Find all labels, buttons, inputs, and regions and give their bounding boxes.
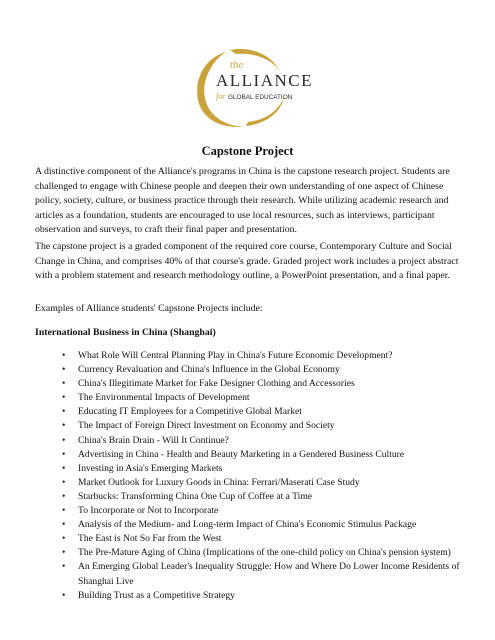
list-item bbox=[62, 546, 472, 560]
list-item-text: Market Outlook for Luxury Goods in China: Ferrari/Maserati Case Study bbox=[78, 476, 360, 488]
logo-alliance: ALLIANCE bbox=[216, 71, 313, 90]
list-item-text: Advertising in China - Health and Beauty Marketing in a Gendered Business Culture bbox=[78, 448, 405, 460]
alliance-logo bbox=[186, 44, 313, 132]
list-item-text: What Role Will Central Planning Play in China's Future Economic Development? bbox=[78, 350, 393, 361]
list-item-text: The Pre-Mature Aging of China (Implications of the one-child policy on China's pension system) bbox=[78, 547, 451, 559]
bullet-icon: • bbox=[62, 476, 66, 488]
bullet-icon: • bbox=[62, 392, 66, 404]
list-item bbox=[62, 363, 472, 377]
list-item-text: Currency Revaluation and China's Influence in the Global Economy bbox=[78, 364, 340, 376]
project-list bbox=[62, 349, 472, 603]
list-item-text: China's Illegitimate Market for Fake Designer Clothing and Accessories bbox=[78, 378, 355, 390]
list-item-text: To Incorporate or Not to Incorporate bbox=[78, 505, 219, 517]
list-item bbox=[62, 391, 472, 405]
list-item bbox=[62, 434, 472, 448]
grading-paragraph: The capstone project is a graded component of the required core course, Contemporary Culture and Social Change in China, and comprises 40% of that course's grade. Graded project work includes a project abstract with a problem statement and research methodology outline, a PowerPoint presentation, and a final paper. bbox=[35, 241, 459, 282]
list-item-text: The East is Not So Far from the West bbox=[78, 533, 222, 545]
list-item-text: Educating IT Employees for a Competitive Global Market bbox=[78, 406, 302, 418]
bullet-icon: • bbox=[62, 448, 66, 460]
bullet-icon: • bbox=[62, 434, 66, 446]
list-item-text: The Environmental Impacts of Development bbox=[78, 392, 250, 404]
intro-paragraph: A distinctive component of the Alliance's programs in China is the capstone research project. Students are challenged to engage with Chinese people and deepen their own understanding of one aspect of Chinese policy, society, culture, or business practice through their research. While utilizing academic research and articles as a foundation, students are encouraged to use local resources, such as interviews, participant observation and surveys, to craft their final paper and presentation. bbox=[35, 166, 450, 236]
bullet-icon: • bbox=[62, 406, 66, 418]
bullet-icon: • bbox=[62, 350, 66, 361]
list-item bbox=[62, 419, 472, 433]
bullet-icon: • bbox=[62, 378, 66, 390]
list-item bbox=[62, 589, 472, 603]
list-item-text: Starbucks: Transforming China One Cup of Coffee at a Time bbox=[78, 490, 313, 502]
list-item bbox=[62, 462, 472, 476]
list-item-text: Analysis of the Medium- and Long-term Impact of China's Economic Stimulus Package bbox=[78, 519, 417, 531]
bullet-icon: • bbox=[62, 505, 66, 517]
bullet-icon: • bbox=[62, 519, 66, 531]
list-item bbox=[62, 405, 472, 419]
page-title: Capstone Project bbox=[201, 144, 294, 158]
list-item bbox=[62, 532, 472, 546]
list-item-text: Investing in Asia's Emerging Markets bbox=[78, 462, 223, 474]
bullet-icon: • bbox=[62, 589, 66, 601]
bullet-icon: • bbox=[62, 364, 66, 376]
bullet-icon: • bbox=[62, 490, 66, 502]
list-item bbox=[62, 490, 472, 504]
alliance-logo-graphic bbox=[186, 44, 313, 132]
list-item-text: Building Trust as a Competitive Strategy bbox=[78, 589, 235, 601]
bullet-icon: • bbox=[62, 561, 66, 573]
list-item bbox=[62, 504, 472, 518]
list-item bbox=[62, 560, 472, 588]
list-item bbox=[62, 518, 472, 532]
list-item bbox=[62, 448, 472, 462]
list-item-text: An Emerging Global Leader's Inequality Struggle: How and Where Do Lower Income Residents of Shanghai Live bbox=[78, 561, 460, 587]
examples-intro: Examples of Alliance students' Capstone Projects include: bbox=[35, 303, 263, 314]
bullet-icon: • bbox=[62, 420, 66, 432]
bullet-icon: • bbox=[62, 462, 66, 474]
bullet-icon: • bbox=[62, 533, 66, 545]
list-item bbox=[62, 349, 472, 363]
logo-for: for bbox=[216, 92, 226, 101]
list-item bbox=[62, 476, 472, 490]
list-item bbox=[62, 377, 472, 391]
bullet-icon: • bbox=[62, 547, 66, 559]
logo-the: the bbox=[230, 59, 244, 71]
logo-global-education: GLOBAL EDUCATION bbox=[228, 94, 293, 101]
list-item-text: The Impact of Foreign Direct Investment on Economy and Society bbox=[78, 420, 335, 432]
section-heading: International Business in China (Shanghai) bbox=[35, 327, 216, 338]
list-item-text: China's Brain Drain - Will It Continue? bbox=[78, 434, 229, 446]
